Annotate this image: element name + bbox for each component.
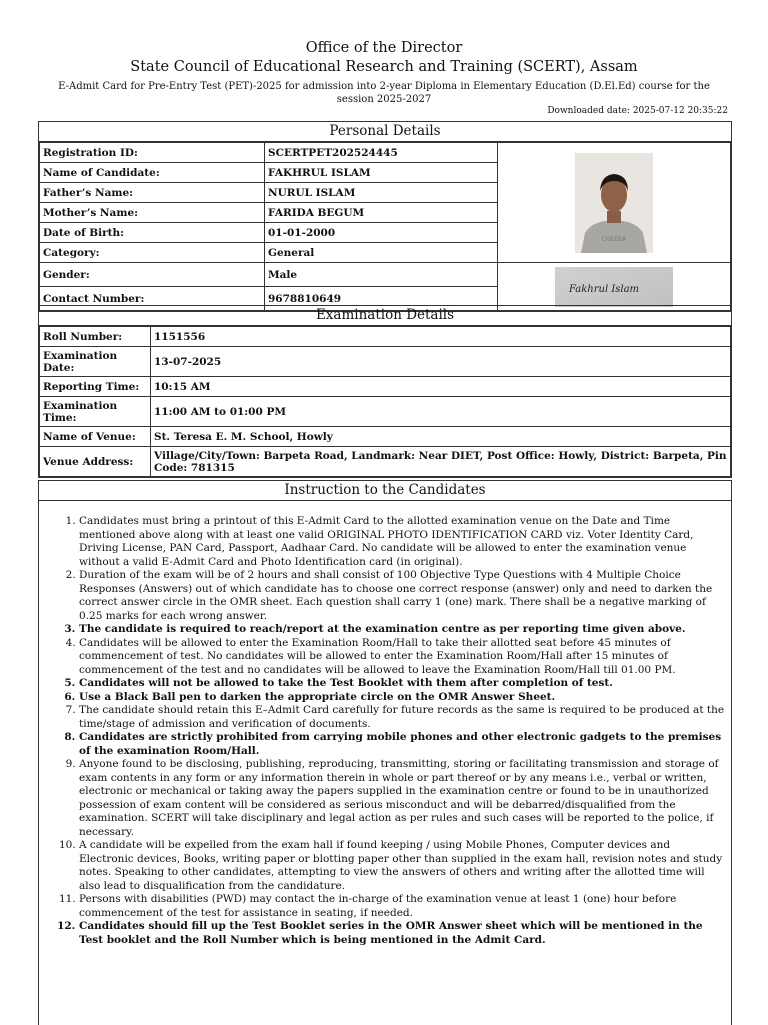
personal-details-table: [39, 142, 731, 311]
admit-card-subtitle: E-Admit Card for Pre-Entry Test (PET)-2025 for admission into 2-year Diploma in Elementary Education (D.El.Ed) course for the session 2025-2027: [58, 81, 710, 105]
list-item: 2. Duration of the exam will be of 2 hours and shall consist of 100 Objective Type Questions with 4 Multiple Choice Responses (Answers) out of which candidate has to choose one correct response (answer) only and need to darken the correct answer circle in the OMR sheet. Each question shall carry 1 (one) mark. There shall be a negative marking of 0.25 marks for each wrong answer.: [79, 569, 727, 623]
gender-value: Male: [265, 263, 498, 287]
venue-address-label: Venue Address:: [40, 447, 151, 477]
exam-date-label: Examination Date:: [40, 347, 151, 377]
contact-number-label: Contact Number:: [40, 287, 265, 311]
list-item: 9. Anyone found to be disclosing, publishing, reproducing, transmitting, storing or facilitating transmission and storage of exam contents in any form or any information therein in whole or part thereof or by any means i.e., verbal or written, electronic or mechanical or taking away the papers supplied in the examination centre or found to be in unauthorized possession of exam content will be considered as serious misconduct and will be debarred/disqualified from the examination. SCERT will take disciplinary and legal action as per rules and such cases will be reported to the police, if necessary.: [79, 758, 727, 839]
contact-number-value: 9678810649: [265, 287, 498, 311]
list-item: 6. Use a Black Ball pen to darken the appropriate circle on the OMR Answer Sheet.: [79, 691, 727, 705]
table-row: [40, 327, 731, 347]
list-item: 5. Candidates will not be allowed to take the Test Booklet with them after completion of test.: [79, 677, 727, 691]
registration-id-value: SCERTPET202524445: [265, 143, 498, 163]
council-title: State Council of Educational Research and Training (SCERT), Assam: [130, 59, 638, 75]
candidate-photo: [575, 153, 653, 253]
reporting-time-value: 10:15 AM: [151, 377, 731, 397]
gender-label: Gender:: [40, 263, 265, 287]
table-row: [40, 397, 731, 427]
personal-details-title: Personal Details: [39, 122, 731, 142]
venue-address-value: Village/City/Town: Barpeta Road, Landmark: Near DIET, Post Office: Howly, District: Barpeta, Pin Code: 781315: [151, 447, 731, 477]
photo-cell: [498, 143, 731, 263]
dob-value: 01-01-2000: [265, 223, 498, 243]
list-item: 3. The candidate is required to reach/report at the examination centre as per reporting time given above.: [79, 623, 727, 637]
table-row: [40, 377, 731, 397]
dob-label: Date of Birth:: [40, 223, 265, 243]
table-row: [40, 263, 731, 287]
list-item: 10. A candidate will be expelled from the exam hall if found keeping / using Mobile Phones, Computer devices and Electronic devices, Books, writing paper or blotting paper other than supplied in the exam hall, revision notes and study notes. Speaking to other candidates, attempting to view the answers of others and writing after the allotted time will also lead to disqualification from the candidature.: [79, 839, 727, 893]
venue-name-value: St. Teresa E. M. School, Howly: [151, 427, 731, 447]
instructions-section: [38, 480, 732, 1025]
father-name-label: Father’s Name:: [40, 183, 265, 203]
list-item: 12. Candidates should fill up the Test Booklet series in the OMR Answer sheet which will be mentioned in the Test booklet and the Roll Number which is being mentioned in the Admit Card.: [79, 920, 727, 947]
exam-date-value: 13-07-2025: [151, 347, 731, 377]
instructions-list: [39, 515, 731, 947]
exam-time-label: Examination Time:: [40, 397, 151, 427]
instructions-title: Instruction to the Candidates: [39, 481, 731, 501]
downloaded-date: Downloaded date: 2025-07-12 20:35:22: [547, 106, 728, 116]
table-row: [40, 447, 731, 477]
table-row: [40, 347, 731, 377]
examination-details-table: [39, 326, 731, 477]
list-item: 11. Persons with disabilities (PWD) may contact the in-charge of the examination venue at least 1 (one) hour before commencement of the test for assistance in seating, if needed.: [79, 893, 727, 920]
candidate-signature: [555, 267, 673, 307]
category-value: General: [265, 243, 498, 263]
list-item: 7. The candidate should retain this E–Admit Card carefully for future records as the same is required to be produced at the time/stage of admission and verification of documents.: [79, 704, 727, 731]
candidate-name-value: FAKHRUL ISLAM: [265, 163, 498, 183]
category-label: Category:: [40, 243, 265, 263]
table-row: [40, 143, 731, 163]
office-title: Office of the Director: [305, 40, 463, 56]
mother-name-label: Mother’s Name:: [40, 203, 265, 223]
reporting-time-label: Reporting Time:: [40, 377, 151, 397]
list-item: 1. Candidates must bring a printout of this E-Admit Card to the allotted examination venue on the Date and Time mentioned above along with at least one valid ORIGINAL PHOTO IDENTIFICATION CARD viz. Voter Identity Card, Driving License, PAN Card, Passport, Aadhaar Card. No candidate will be allowed to enter the examination venue without a valid E-Admit Card and Photo Identification card (in original).: [79, 515, 727, 569]
exam-time-value: 11:00 AM to 01:00 PM: [151, 397, 731, 427]
candidate-name-label: Name of Candidate:: [40, 163, 265, 183]
registration-id-label: Registration ID:: [40, 143, 265, 163]
roll-number-value: 1151556: [151, 327, 731, 347]
roll-number-label: Roll Number:: [40, 327, 151, 347]
svg-text:Fakhrul Islam: Fakhrul Islam: [569, 283, 640, 295]
svg-text:CHEEBA: CHEEBA: [601, 235, 627, 243]
table-row: [40, 427, 731, 447]
venue-name-label: Name of Venue:: [40, 427, 151, 447]
father-name-value: NURUL ISLAM: [265, 183, 498, 203]
list-item: 4. Candidates will be allowed to enter the Examination Room/Hall to take their allotted seat before 45 minutes of commencement of test. No candidates will be allowed to enter the Examination Room/Hall after 15 minutes of commencement of the test and no candidates will be allowed to leave the Examination Room/Hall till 01.00 PM.: [79, 637, 727, 678]
list-item: 8. Candidates are strictly prohibited from carrying mobile phones and other electronic gadgets to the premises of the examination Room/Hall.: [79, 731, 727, 758]
examination-details-section: [38, 305, 732, 478]
examination-details-title: Examination Details: [39, 306, 731, 326]
signature-cell: [498, 263, 731, 311]
mother-name-value: FARIDA BEGUM: [265, 203, 498, 223]
personal-details-section: [38, 121, 732, 312]
